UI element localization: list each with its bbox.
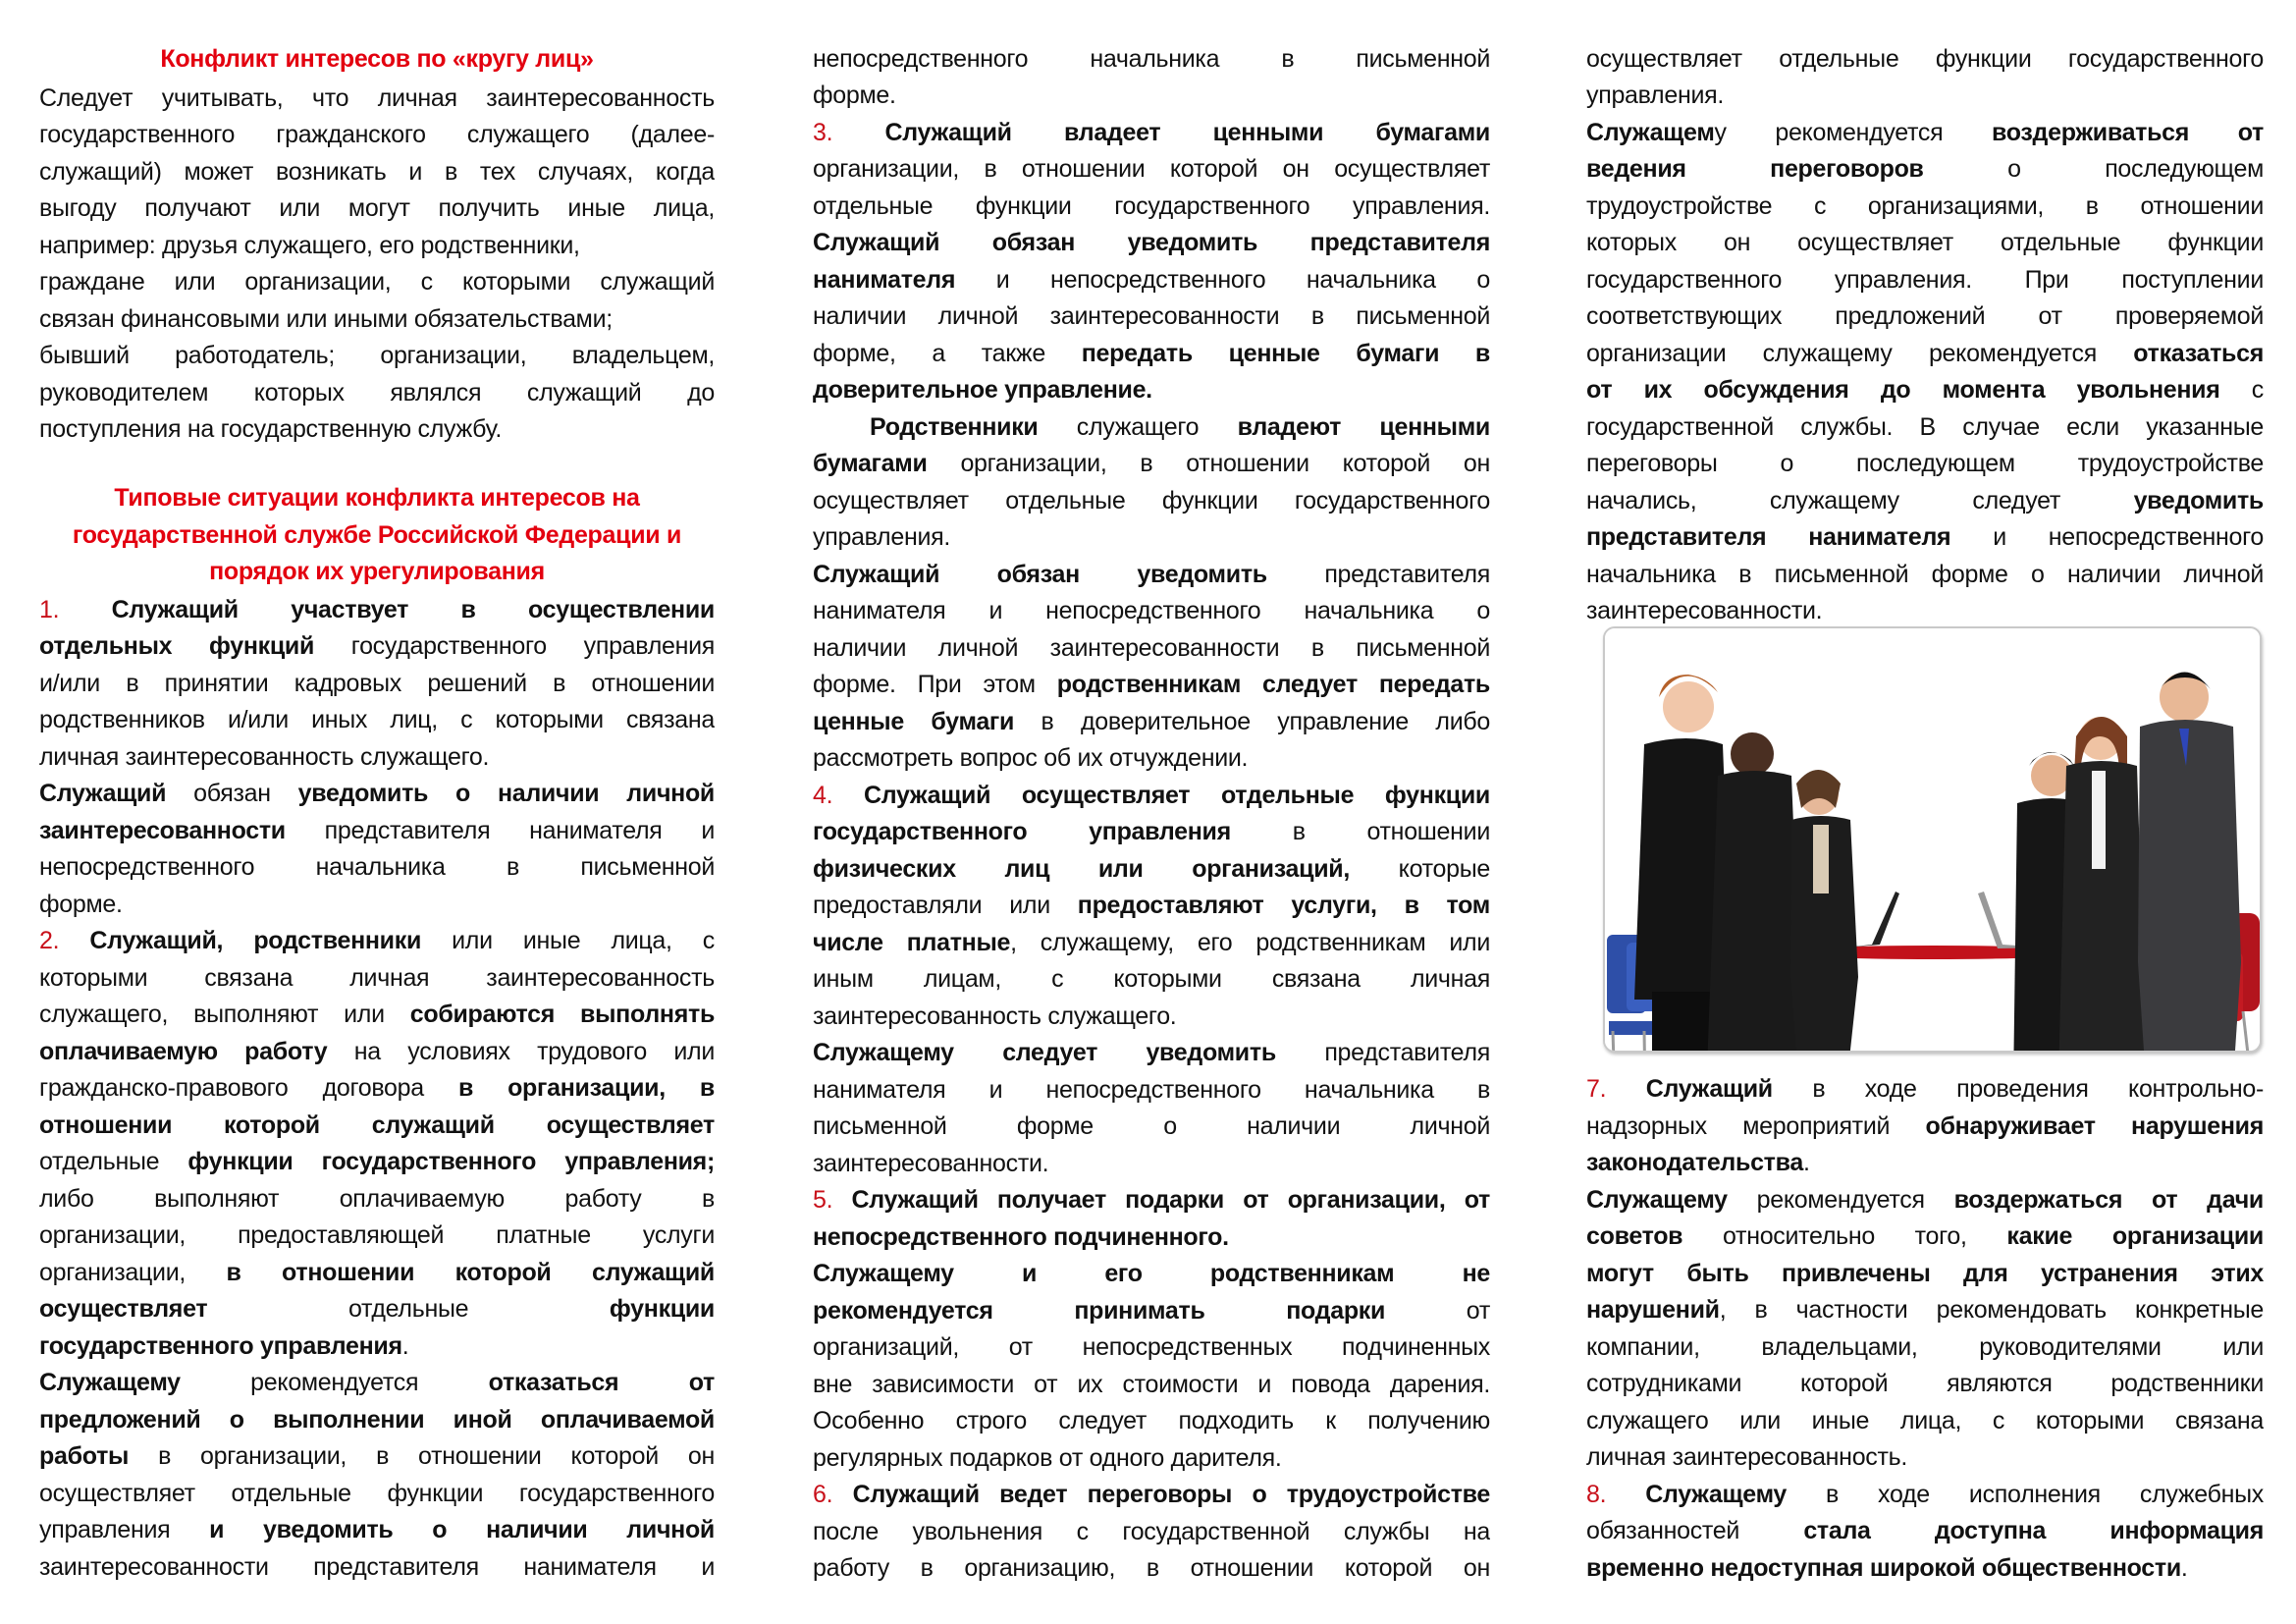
text-line: [39, 923, 715, 959]
text-line: [1586, 1477, 2264, 1513]
bold-text: могут быть привлечены для устранения этих: [1586, 1260, 2264, 1287]
text-line: [813, 519, 1490, 556]
text-span: .: [1802, 1149, 1810, 1176]
text-line: [813, 1477, 1490, 1513]
text-span: руководителем которых являлся служащий до: [39, 379, 715, 406]
text-line: [39, 666, 715, 702]
text-span: осуществляет отдельные функции государственного: [39, 1480, 715, 1507]
text-line: [813, 189, 1490, 225]
bold-text: отдельных функций: [39, 632, 315, 660]
text-span: наличии личной заинтересованности в письменной: [813, 634, 1490, 662]
text-span: служащий) может возникать и в тех случаях, когда: [39, 158, 715, 186]
text-span: государственного управления. При поступлении: [1586, 266, 2264, 294]
bold-text: бумагами: [813, 450, 928, 477]
text-span: непосредственного начальника в письменной: [39, 853, 715, 881]
text-span: Конфликт интересов по «кругу лиц»: [160, 45, 594, 73]
text-line: [813, 1109, 1490, 1145]
text-span: личная заинтересованность служащего.: [39, 743, 490, 771]
text-span: организаций, от непосредственных подчиненных: [813, 1333, 1490, 1361]
text-line: [39, 739, 715, 776]
text-span: отдельные: [207, 1295, 610, 1323]
text-line: [1586, 483, 2264, 519]
bold-text: отношении которой служащий осуществляет: [39, 1111, 715, 1139]
bold-text: воздержаться от дачи: [1953, 1186, 2264, 1214]
text-line: [39, 1402, 715, 1438]
text-span: в отношении: [1230, 818, 1490, 845]
text-span: иным лицам, с которыми связана личная: [813, 965, 1490, 993]
text-span: нанимателя и непосредственного начальника о: [813, 597, 1490, 624]
text-line: [813, 1146, 1490, 1182]
text-span: о последующем: [1923, 155, 2264, 183]
text-line: [1586, 151, 2264, 188]
text-line: [813, 225, 1490, 261]
text-span: представителя: [1275, 1039, 1490, 1066]
text-span: заинтересованности.: [1586, 597, 1823, 624]
bold-text: собираются выполнять: [409, 1001, 715, 1028]
text-span: которые: [1350, 855, 1490, 883]
text-span: служащего: [1038, 413, 1238, 441]
text-span: от: [1385, 1297, 1490, 1325]
text-span: представителя: [1266, 561, 1490, 588]
text-line: [39, 813, 715, 849]
bold-text: предоставляют услуги, в том: [1077, 892, 1490, 919]
text-line: [813, 336, 1490, 372]
bold-text: заинтересованности: [39, 817, 286, 844]
text-span: организации служащему рекомендуется: [1586, 340, 2134, 367]
bold-text: Служащий участвует в осуществлении: [59, 596, 715, 623]
text-line: [1586, 1182, 2264, 1218]
section-heading-line: [39, 480, 715, 516]
text-span: обязан: [166, 780, 298, 807]
text-line: [1586, 1366, 2264, 1402]
text-span: трудоустройстве с организациями, в отношении: [1586, 192, 2264, 220]
text-span: организации, в отношении которой он осуществляет: [813, 155, 1490, 183]
text-line: [813, 999, 1490, 1035]
bold-text: временно недоступная широкой общественности: [1586, 1554, 2181, 1582]
bold-text: работы: [39, 1442, 130, 1470]
text-line: [1586, 1439, 2264, 1476]
text-column-3: [1586, 0, 2264, 1624]
text-span: рекомендуется: [1727, 1186, 1954, 1214]
text-span: предоставляли или: [813, 892, 1078, 919]
text-line: [813, 1035, 1490, 1071]
text-line: [1586, 557, 2264, 593]
text-line: [813, 262, 1490, 298]
text-line: [1586, 372, 2264, 408]
text-line: [1586, 1403, 2264, 1439]
text-span: государственной службы. В случае если указанные: [1586, 413, 2264, 441]
text-span: личная заинтересованность.: [1586, 1443, 1908, 1471]
text-span: , служащему, его родственникам или: [1010, 929, 1490, 956]
text-line: [39, 849, 715, 886]
text-line: [813, 740, 1490, 777]
text-line: [813, 1256, 1490, 1292]
bold-text: государственного управления: [813, 818, 1231, 845]
text-span: осуществляет отдельные функции государственного: [1586, 45, 2264, 73]
text-line: [813, 1367, 1490, 1403]
text-span: выгоду получают или могут получить иные лица,: [39, 194, 715, 222]
text-span: на условиях трудового или: [327, 1038, 715, 1065]
text-span: заинтересованности.: [813, 1150, 1049, 1177]
bold-text: непосредственного подчиненного.: [813, 1223, 1229, 1251]
text-line: [813, 814, 1490, 850]
bold-text: Служащий, родственники: [59, 927, 422, 954]
text-span: заинтересованности представителя нанимателя и: [39, 1553, 715, 1581]
text-span: после увольнения с государственной службы на: [813, 1518, 1490, 1545]
text-span: и непосредственного начальника о: [955, 266, 1490, 294]
text-line: [813, 1329, 1490, 1366]
bold-text: Служащий осуществляет отдельные функции: [832, 782, 1490, 809]
text-line: [1586, 78, 2264, 114]
text-line: [1586, 336, 2264, 372]
item-number: 4.: [813, 782, 833, 809]
bold-text: Служащему: [1606, 1481, 1788, 1508]
bold-text: доверительное управление.: [813, 376, 1152, 404]
bold-text: стала доступна информация: [1803, 1517, 2264, 1544]
text-span: форме.: [39, 891, 123, 918]
text-line: [39, 1034, 715, 1070]
text-line: [1586, 519, 2264, 556]
item-number: 1.: [39, 596, 60, 623]
text-span: нанимателя и непосредственного начальника в: [813, 1076, 1490, 1104]
bold-text: Служащий обязан уведомить представителя: [813, 229, 1490, 256]
text-line: [39, 228, 715, 264]
section-heading-line: [39, 517, 715, 554]
text-line: [39, 338, 715, 374]
text-line: [813, 372, 1490, 408]
text-line: [39, 1144, 715, 1180]
bold-text: Служащий владеет ценными бумагами: [832, 119, 1490, 146]
text-column-2: [813, 0, 1490, 1624]
text-span: рассмотреть вопрос об их отчуждении.: [813, 744, 1249, 772]
text-span: в организации, в отношении которой он: [129, 1442, 715, 1470]
bold-text: Служащему: [1586, 1186, 1728, 1214]
text-line: [39, 628, 715, 665]
text-line: [1586, 446, 2264, 482]
bold-text: функции государственного управления;: [187, 1148, 715, 1175]
bold-text: Служащий: [39, 780, 167, 807]
text-line: [39, 1365, 715, 1401]
text-line: [39, 702, 715, 738]
text-line: [39, 1255, 715, 1291]
text-line: [39, 1108, 715, 1144]
text-span: надзорных мероприятий: [1586, 1112, 1926, 1140]
text-span: сотрудниками которой являются родственники: [1586, 1370, 2264, 1397]
bold-text: и уведомить о наличии личной: [209, 1516, 715, 1543]
bold-text: числе платные: [813, 929, 1011, 956]
bold-text: Родственники: [870, 413, 1039, 441]
text-line: [813, 1182, 1490, 1218]
text-span: письменной форме о наличии личной: [813, 1112, 1490, 1140]
text-span: осуществляет отдельные функции государственного: [813, 487, 1490, 514]
text-line: [813, 483, 1490, 519]
item-number: 2.: [39, 927, 60, 954]
text-span: в доверительное управление либо: [1014, 708, 1490, 735]
bold-text: нарушений: [1586, 1296, 1720, 1324]
bold-text: Служащему: [39, 1369, 181, 1396]
bold-text: нанимателя: [813, 266, 956, 294]
text-span: рекомендуется: [180, 1369, 489, 1396]
text-line: [39, 1476, 715, 1512]
text-line: [1586, 1109, 2264, 1145]
text-line: [39, 301, 715, 338]
text-line: [813, 446, 1490, 482]
text-line: [813, 1514, 1490, 1550]
text-span: , в частности рекомендовать конкретные: [1719, 1296, 2264, 1324]
bold-text: уведомить: [2133, 487, 2264, 514]
text-span: родственников и/или иных лиц, с которыми связана: [39, 706, 715, 733]
text-span: переговоры о последующем трудоустройстве: [1586, 450, 2264, 477]
bold-text: представителя нанимателя: [1586, 523, 1951, 551]
bold-text: физических лиц или организаций,: [813, 855, 1351, 883]
text-line: [39, 592, 715, 628]
text-span: поступления на государственную службу.: [39, 415, 502, 443]
item-number: 8.: [1586, 1481, 1607, 1508]
bold-text: Служащий ведет переговоры о трудоустройстве: [832, 1481, 1490, 1508]
text-line: [813, 1293, 1490, 1329]
text-span: непосредственного начальника в письменной: [813, 45, 1490, 73]
text-line: [39, 117, 715, 153]
text-line: [1586, 1145, 2264, 1181]
text-span: и непосредственного: [1950, 523, 2264, 551]
bold-text: осуществляет: [39, 1295, 208, 1323]
bold-text: ведения переговоров: [1586, 155, 1924, 183]
bold-text: в организации, в: [457, 1074, 715, 1102]
bold-text: от их обсуждения до момента увольнения: [1586, 376, 2220, 404]
text-span: бывший работодатель; организации, владельцем,: [39, 342, 715, 369]
text-span: обязанностей: [1586, 1517, 1804, 1544]
text-span: управления.: [813, 523, 950, 551]
text-span: служащего, выполняют или: [39, 1001, 410, 1028]
text-line: [813, 1219, 1490, 1256]
text-line: [813, 557, 1490, 593]
text-span: начальника в письменной форме о наличии личной: [1586, 561, 2264, 588]
item-number: 6.: [813, 1481, 833, 1508]
text-span: работу в организацию, в отношении которой он: [813, 1554, 1490, 1582]
text-line: [1586, 593, 2264, 629]
text-line: [39, 887, 715, 923]
text-span: форме.: [813, 81, 896, 109]
text-span: связан финансовыми или иными обязательствами;: [39, 305, 613, 333]
text-span: которыми связана личная заинтересованность: [39, 964, 715, 992]
text-span: порядок их урегулирования: [209, 558, 545, 585]
bold-text: Служащем: [1586, 119, 1715, 146]
bold-text: ценные бумаги: [813, 708, 1015, 735]
text-line: [813, 667, 1490, 703]
text-line: [1586, 409, 2264, 446]
text-line: [1586, 1550, 2264, 1587]
text-line: [1586, 115, 2264, 151]
bold-text: Служащий: [1606, 1075, 1773, 1103]
text-span: граждане или организации, с которыми служащий: [39, 268, 715, 296]
bold-text: родственникам следует передать: [1056, 671, 1490, 698]
text-line: [1586, 1292, 2264, 1328]
text-line: [813, 704, 1490, 740]
text-span: управления.: [1586, 81, 1724, 109]
text-line: [813, 409, 1490, 446]
text-span: относительно того,: [1682, 1222, 2007, 1250]
bold-text: рекомендуется принимать подарки: [813, 1297, 1386, 1325]
bold-text: предложений о выполнении иной оплачиваемой: [39, 1406, 715, 1434]
text-span: управления: [39, 1516, 210, 1543]
bold-text: в отношении которой служащий: [226, 1259, 715, 1286]
text-line: [813, 1072, 1490, 1109]
text-span: .: [2180, 1554, 2188, 1582]
text-line: [1586, 41, 2264, 78]
text-span: Типовые ситуации конфликта интересов на: [114, 484, 640, 512]
text-line: [1586, 1256, 2264, 1292]
text-line: [1586, 1071, 2264, 1108]
text-line: [39, 81, 715, 117]
text-line: [39, 1438, 715, 1475]
bold-text: воздерживаться от: [1992, 119, 2264, 146]
text-line: [39, 1181, 715, 1218]
text-line: [813, 593, 1490, 629]
text-line: [813, 961, 1490, 998]
text-span: служащего или иные лица, с которыми связана: [1586, 1407, 2264, 1435]
text-line: [39, 1512, 715, 1548]
text-line: [39, 1218, 715, 1254]
text-span: .: [401, 1332, 409, 1360]
text-line: [39, 1549, 715, 1586]
text-span: организации,: [39, 1259, 227, 1286]
text-line: [39, 1328, 715, 1365]
text-line: [1586, 1329, 2264, 1366]
text-line: [39, 997, 715, 1033]
text-span: гражданско-правового договора: [39, 1074, 458, 1102]
text-span: заинтересованность служащего.: [813, 1002, 1177, 1030]
text-line: [813, 888, 1490, 924]
text-span: государственной службе Российской Федерации и: [72, 521, 682, 549]
text-span: или иные лица, с: [421, 927, 715, 954]
text-span: отдельные функции государственного управления.: [813, 192, 1490, 220]
text-line: [1586, 262, 2264, 298]
bold-text: передать ценные бумаги в: [1081, 340, 1490, 367]
text-span: Особенно строго следует подходить к получению: [813, 1407, 1490, 1435]
text-line: [39, 375, 715, 411]
text-span: у рекомендуется: [1714, 119, 1993, 146]
text-line: [39, 154, 715, 190]
text-line: [39, 1070, 715, 1107]
bold-text: обнаруживает нарушения: [1925, 1112, 2264, 1140]
text-line: [813, 778, 1490, 814]
text-span: либо выполняют оплачиваемую работу в: [39, 1185, 715, 1213]
text-line: [813, 151, 1490, 188]
text-line: [813, 78, 1490, 114]
item-number: 7.: [1586, 1075, 1607, 1103]
text-span: регулярных подарков от одного дарителя.: [813, 1444, 1282, 1472]
text-span: государственного гражданского служащего (далее-: [39, 121, 715, 148]
text-line: [39, 264, 715, 300]
bold-text: государственного управления: [39, 1332, 402, 1360]
text-span: и/или в принятии кадровых решений в отношении: [39, 670, 715, 697]
text-line: [1586, 225, 2264, 261]
bold-text: оплачиваемую работу: [39, 1038, 328, 1065]
text-line: [39, 411, 715, 448]
bold-text: законодательства: [1586, 1149, 1803, 1176]
bold-text: владеют ценными: [1237, 413, 1490, 441]
text-line: [813, 298, 1490, 335]
text-span: отдельные: [39, 1148, 188, 1175]
section-heading-line: [39, 554, 715, 590]
text-line: [1586, 1513, 2264, 1549]
text-span: представителя нанимателя и: [285, 817, 715, 844]
bold-text: уведомить о наличии личной: [297, 780, 715, 807]
text-line: [813, 41, 1490, 78]
text-span: организации, предоставляющей платные услуги: [39, 1221, 715, 1249]
bold-text: Служащему и его родственникам не: [813, 1260, 1490, 1287]
text-span: форме. При этом: [813, 671, 1057, 698]
item-number: 5.: [813, 1186, 833, 1214]
text-line: [1586, 189, 2264, 225]
text-span: соответствующих предложений от проверяемой: [1586, 302, 2264, 330]
bold-text: отказаться: [2133, 340, 2264, 367]
text-span: в ходе проведения контрольно-: [1772, 1075, 2264, 1103]
text-line: [813, 925, 1490, 961]
text-span: форме, а также: [813, 340, 1082, 367]
text-span: компании, владельцами, руководителями или: [1586, 1333, 2264, 1361]
text-line: [813, 1403, 1490, 1439]
text-span: с: [2219, 376, 2264, 404]
text-column-1: [39, 0, 715, 1624]
bold-text: какие организации: [2006, 1222, 2264, 1250]
item-number: 3.: [813, 119, 833, 146]
text-span: например: друзья служащего, его родственники,: [39, 232, 580, 259]
text-line: [813, 851, 1490, 888]
text-span: наличии личной заинтересованности в письменной: [813, 302, 1490, 330]
text-span: вне зависимости от их стоимости и повода дарения.: [813, 1371, 1490, 1398]
text-span: начались, служащему следует: [1586, 487, 2134, 514]
text-span: государственного управления: [314, 632, 715, 660]
bold-text: отказаться от: [488, 1369, 715, 1396]
text-line: [813, 1440, 1490, 1477]
text-line: [1586, 298, 2264, 335]
text-line: [39, 960, 715, 997]
text-span: в ходе исполнения служебных: [1787, 1481, 2264, 1508]
text-span: которых он осуществляет отдельные функции: [1586, 229, 2264, 256]
text-line: [813, 115, 1490, 151]
bold-text: функции: [609, 1295, 715, 1323]
text-line: [813, 1550, 1490, 1587]
text-span: Следует учитывать, что личная заинтересованность: [39, 84, 715, 112]
section-heading-line: [39, 41, 715, 78]
text-line: [39, 1291, 715, 1327]
bold-text: Служащий получает подарки от организации, от: [832, 1186, 1490, 1214]
text-span: организации, в отношении которой он: [927, 450, 1490, 477]
bold-text: Служащему следует уведомить: [813, 1039, 1276, 1066]
bold-text: советов: [1586, 1222, 1683, 1250]
text-line: [1586, 1218, 2264, 1255]
text-line: [813, 630, 1490, 667]
text-line: [39, 776, 715, 812]
text-line: [39, 190, 715, 227]
bold-text: Служащий обязан уведомить: [813, 561, 1267, 588]
